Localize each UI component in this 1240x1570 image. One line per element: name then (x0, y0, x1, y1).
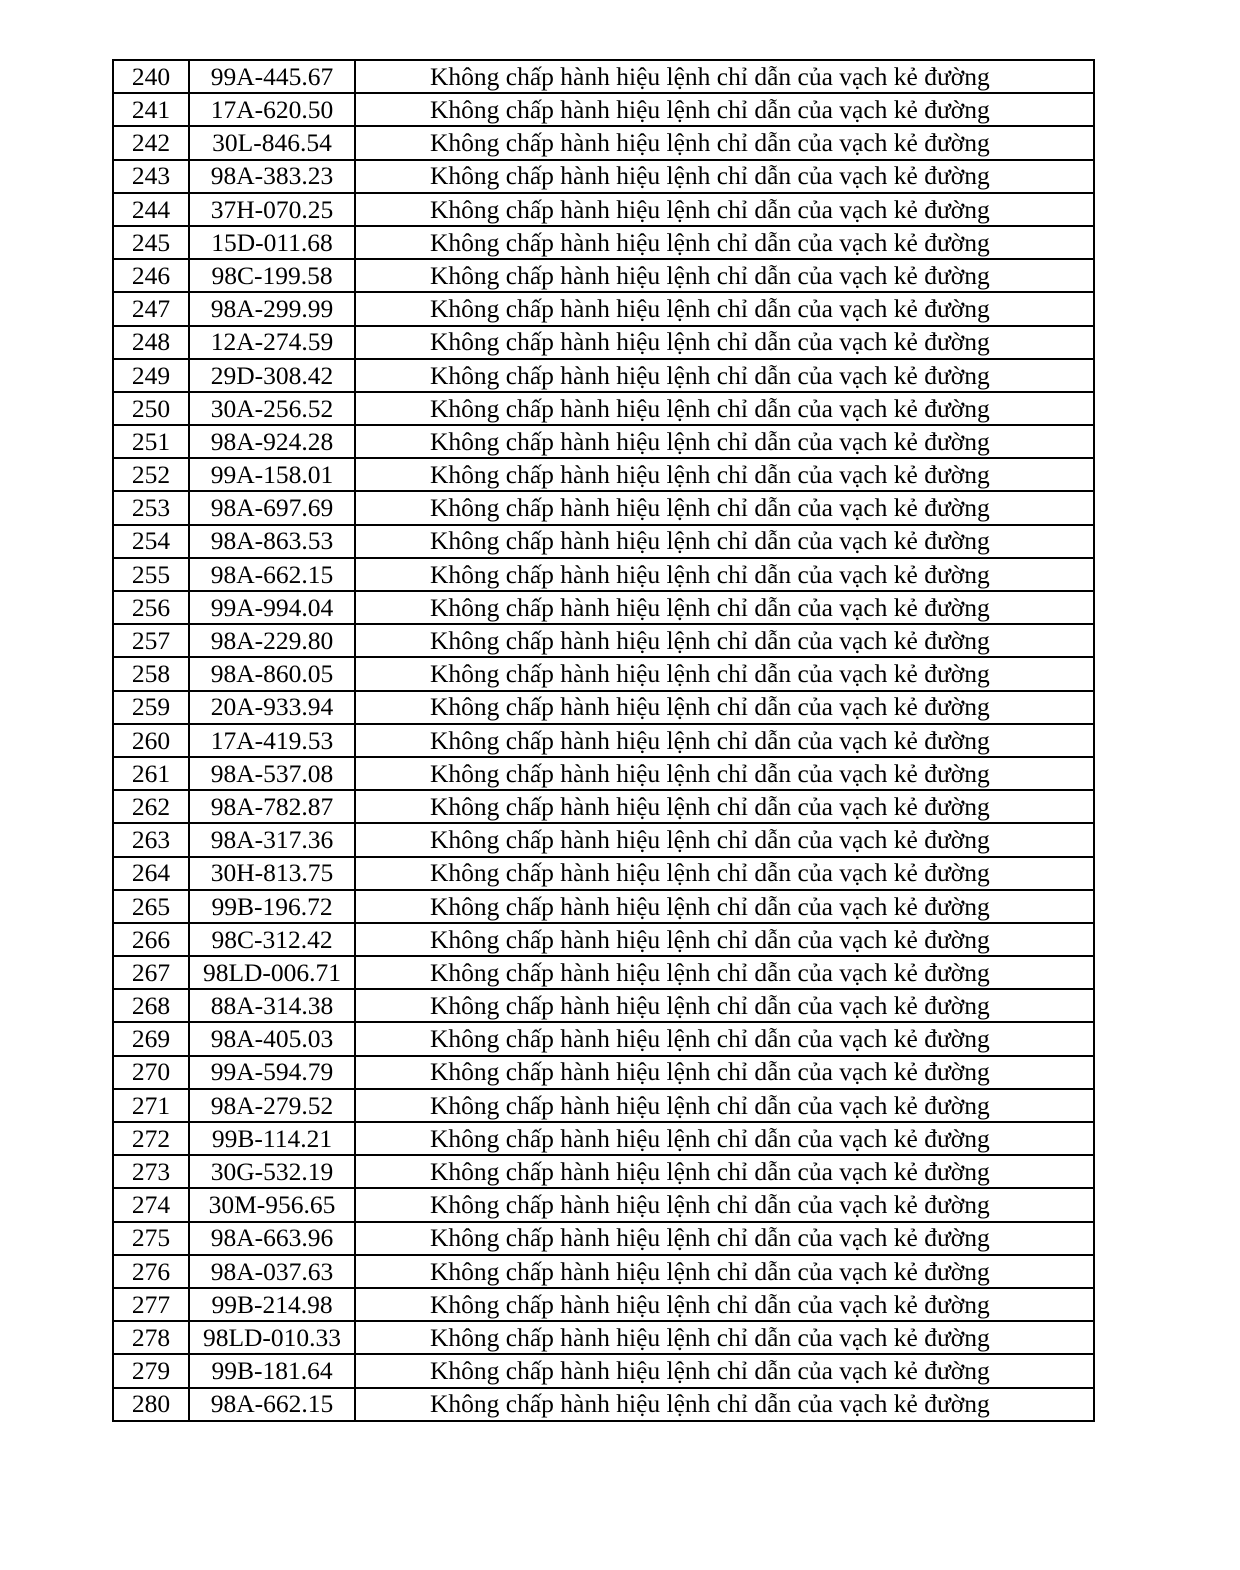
row-number-cell: 275 (113, 1222, 189, 1255)
license-plate-cell: 98A-863.53 (189, 525, 355, 558)
violations-table (112, 59, 1095, 1422)
violation-cell: Không chấp hành hiệu lệnh chỉ dẫn của vạch kẻ đường (355, 857, 1094, 890)
row-number-cell: 243 (113, 160, 189, 193)
license-plate-cell: 17A-419.53 (189, 724, 355, 757)
table-row (113, 857, 1094, 890)
license-plate-cell: 98C-199.58 (189, 259, 355, 292)
violation-cell: Không chấp hành hiệu lệnh chỉ dẫn của vạch kẻ đường (355, 989, 1094, 1022)
violation-cell: Không chấp hành hiệu lệnh chỉ dẫn của vạch kẻ đường (355, 624, 1094, 657)
violation-cell: Không chấp hành hiệu lệnh chỉ dẫn của vạch kẻ đường (355, 591, 1094, 624)
row-number-cell: 276 (113, 1255, 189, 1288)
row-number-cell: 269 (113, 1022, 189, 1055)
violation-cell: Không chấp hành hiệu lệnh chỉ dẫn của vạch kẻ đường (355, 1354, 1094, 1387)
license-plate-cell: 98A-299.99 (189, 292, 355, 325)
violation-cell: Không chấp hành hiệu lệnh chỉ dẫn của vạch kẻ đường (355, 890, 1094, 923)
table-row (113, 160, 1094, 193)
license-plate-cell: 30G-532.19 (189, 1155, 355, 1188)
license-plate-cell: 88A-314.38 (189, 989, 355, 1022)
table-row (113, 259, 1094, 292)
violation-cell: Không chấp hành hiệu lệnh chỉ dẫn của vạch kẻ đường (355, 1288, 1094, 1321)
license-plate-cell: 30H-813.75 (189, 857, 355, 890)
table-row (113, 1388, 1094, 1421)
row-number-cell: 267 (113, 956, 189, 989)
table-row (113, 193, 1094, 226)
license-plate-cell: 20A-933.94 (189, 691, 355, 724)
table-row (113, 292, 1094, 325)
row-number-cell: 245 (113, 226, 189, 259)
license-plate-cell: 98A-317.36 (189, 823, 355, 856)
violation-cell: Không chấp hành hiệu lệnh chỉ dẫn của vạch kẻ đường (355, 757, 1094, 790)
violation-cell: Không chấp hành hiệu lệnh chỉ dẫn của vạch kẻ đường (355, 691, 1094, 724)
license-plate-cell: 98A-924.28 (189, 425, 355, 458)
license-plate-cell: 99A-158.01 (189, 458, 355, 491)
license-plate-cell: 98A-037.63 (189, 1255, 355, 1288)
row-number-cell: 256 (113, 591, 189, 624)
table-row (113, 326, 1094, 359)
license-plate-cell: 98A-383.23 (189, 160, 355, 193)
row-number-cell: 278 (113, 1321, 189, 1354)
table-body (113, 60, 1094, 1421)
violation-cell: Không chấp hành hiệu lệnh chỉ dẫn của vạch kẻ đường (355, 326, 1094, 359)
violation-cell: Không chấp hành hiệu lệnh chỉ dẫn của vạch kẻ đường (355, 657, 1094, 690)
table-row (113, 624, 1094, 657)
violation-cell: Không chấp hành hiệu lệnh chỉ dẫn của vạch kẻ đường (355, 1388, 1094, 1421)
license-plate-cell: 98LD-006.71 (189, 956, 355, 989)
license-plate-cell: 99B-214.98 (189, 1288, 355, 1321)
license-plate-cell: 30A-256.52 (189, 392, 355, 425)
license-plate-cell: 98A-782.87 (189, 790, 355, 823)
table-row (113, 525, 1094, 558)
violation-cell: Không chấp hành hiệu lệnh chỉ dẫn của vạch kẻ đường (355, 458, 1094, 491)
row-number-cell: 254 (113, 525, 189, 558)
row-number-cell: 273 (113, 1155, 189, 1188)
violation-cell: Không chấp hành hiệu lệnh chỉ dẫn của vạch kẻ đường (355, 292, 1094, 325)
table-row (113, 890, 1094, 923)
row-number-cell: 247 (113, 292, 189, 325)
table-row (113, 1288, 1094, 1321)
table-row (113, 1222, 1094, 1255)
row-number-cell: 240 (113, 60, 189, 93)
violation-cell: Không chấp hành hiệu lệnh chỉ dẫn của vạch kẻ đường (355, 1155, 1094, 1188)
license-plate-cell: 98A-697.69 (189, 491, 355, 524)
row-number-cell: 272 (113, 1122, 189, 1155)
license-plate-cell: 37H-070.25 (189, 193, 355, 226)
table-row (113, 591, 1094, 624)
violation-cell: Không chấp hành hiệu lệnh chỉ dẫn của vạch kẻ đường (355, 1321, 1094, 1354)
license-plate-cell: 98C-312.42 (189, 923, 355, 956)
row-number-cell: 277 (113, 1288, 189, 1321)
row-number-cell: 252 (113, 458, 189, 491)
table-row (113, 989, 1094, 1022)
violation-cell: Không chấp hành hiệu lệnh chỉ dẫn của vạch kẻ đường (355, 425, 1094, 458)
table-row (113, 923, 1094, 956)
row-number-cell: 274 (113, 1188, 189, 1221)
license-plate-cell: 98A-662.15 (189, 1388, 355, 1421)
row-number-cell: 242 (113, 126, 189, 159)
table-row (113, 458, 1094, 491)
table-row (113, 60, 1094, 93)
table-row (113, 1022, 1094, 1055)
row-number-cell: 271 (113, 1089, 189, 1122)
violation-cell: Không chấp hành hiệu lệnh chỉ dẫn của vạch kẻ đường (355, 226, 1094, 259)
row-number-cell: 241 (113, 93, 189, 126)
license-plate-cell: 98LD-010.33 (189, 1321, 355, 1354)
violation-cell: Không chấp hành hiệu lệnh chỉ dẫn của vạch kẻ đường (355, 525, 1094, 558)
license-plate-cell: 98A-279.52 (189, 1089, 355, 1122)
violation-cell: Không chấp hành hiệu lệnh chỉ dẫn của vạch kẻ đường (355, 1022, 1094, 1055)
table-row (113, 757, 1094, 790)
table-row (113, 1056, 1094, 1089)
row-number-cell: 265 (113, 890, 189, 923)
row-number-cell: 258 (113, 657, 189, 690)
table-row (113, 1354, 1094, 1387)
violation-cell: Không chấp hành hiệu lệnh chỉ dẫn của vạch kẻ đường (355, 558, 1094, 591)
license-plate-cell: 15D-011.68 (189, 226, 355, 259)
license-plate-cell: 12A-274.59 (189, 326, 355, 359)
row-number-cell: 270 (113, 1056, 189, 1089)
violation-cell: Không chấp hành hiệu lệnh chỉ dẫn của vạch kẻ đường (355, 93, 1094, 126)
license-plate-cell: 29D-308.42 (189, 359, 355, 392)
violation-cell: Không chấp hành hiệu lệnh chỉ dẫn của vạch kẻ đường (355, 823, 1094, 856)
violation-cell: Không chấp hành hiệu lệnh chỉ dẫn của vạch kẻ đường (355, 392, 1094, 425)
violation-cell: Không chấp hành hiệu lệnh chỉ dẫn của vạch kẻ đường (355, 259, 1094, 292)
violation-cell: Không chấp hành hiệu lệnh chỉ dẫn của vạch kẻ đường (355, 1255, 1094, 1288)
table-row (113, 392, 1094, 425)
violation-cell: Không chấp hành hiệu lệnh chỉ dẫn của vạch kẻ đường (355, 1122, 1094, 1155)
violation-cell: Không chấp hành hiệu lệnh chỉ dẫn của vạch kẻ đường (355, 60, 1094, 93)
row-number-cell: 263 (113, 823, 189, 856)
table-row (113, 1089, 1094, 1122)
table-row (113, 1321, 1094, 1354)
row-number-cell: 255 (113, 558, 189, 591)
license-plate-cell: 30M-956.65 (189, 1188, 355, 1221)
license-plate-cell: 99A-594.79 (189, 1056, 355, 1089)
violation-cell: Không chấp hành hiệu lệnh chỉ dẫn của vạch kẻ đường (355, 1056, 1094, 1089)
license-plate-cell: 30L-846.54 (189, 126, 355, 159)
row-number-cell: 253 (113, 491, 189, 524)
table-row (113, 657, 1094, 690)
license-plate-cell: 98A-860.05 (189, 657, 355, 690)
violation-cell: Không chấp hành hiệu lệnh chỉ dẫn của vạch kẻ đường (355, 1188, 1094, 1221)
table-row (113, 790, 1094, 823)
table-row (113, 226, 1094, 259)
table-row (113, 1255, 1094, 1288)
table-row (113, 558, 1094, 591)
violation-cell: Không chấp hành hiệu lệnh chỉ dẫn của vạch kẻ đường (355, 126, 1094, 159)
violation-cell: Không chấp hành hiệu lệnh chỉ dẫn của vạch kẻ đường (355, 193, 1094, 226)
violation-cell: Không chấp hành hiệu lệnh chỉ dẫn của vạch kẻ đường (355, 1089, 1094, 1122)
table-row (113, 491, 1094, 524)
row-number-cell: 244 (113, 193, 189, 226)
row-number-cell: 280 (113, 1388, 189, 1421)
row-number-cell: 257 (113, 624, 189, 657)
license-plate-cell: 98A-663.96 (189, 1222, 355, 1255)
row-number-cell: 260 (113, 724, 189, 757)
row-number-cell: 248 (113, 326, 189, 359)
violation-cell: Không chấp hành hiệu lệnh chỉ dẫn của vạch kẻ đường (355, 724, 1094, 757)
license-plate-cell: 98A-662.15 (189, 558, 355, 591)
license-plate-cell: 17A-620.50 (189, 93, 355, 126)
license-plate-cell: 98A-229.80 (189, 624, 355, 657)
license-plate-cell: 98A-537.08 (189, 757, 355, 790)
violation-cell: Không chấp hành hiệu lệnh chỉ dẫn của vạch kẻ đường (355, 956, 1094, 989)
violation-cell: Không chấp hành hiệu lệnh chỉ dẫn của vạch kẻ đường (355, 491, 1094, 524)
license-plate-cell: 98A-405.03 (189, 1022, 355, 1055)
row-number-cell: 264 (113, 857, 189, 890)
row-number-cell: 266 (113, 923, 189, 956)
table-row (113, 1188, 1094, 1221)
violation-cell: Không chấp hành hiệu lệnh chỉ dẫn của vạch kẻ đường (355, 790, 1094, 823)
row-number-cell: 246 (113, 259, 189, 292)
table-row (113, 1122, 1094, 1155)
row-number-cell: 251 (113, 425, 189, 458)
table-row (113, 724, 1094, 757)
license-plate-cell: 99B-114.21 (189, 1122, 355, 1155)
table-row (113, 126, 1094, 159)
table-row (113, 93, 1094, 126)
row-number-cell: 249 (113, 359, 189, 392)
row-number-cell: 261 (113, 757, 189, 790)
row-number-cell: 262 (113, 790, 189, 823)
table-row (113, 1155, 1094, 1188)
row-number-cell: 268 (113, 989, 189, 1022)
row-number-cell: 259 (113, 691, 189, 724)
table-row (113, 425, 1094, 458)
row-number-cell: 279 (113, 1354, 189, 1387)
violation-cell: Không chấp hành hiệu lệnh chỉ dẫn của vạch kẻ đường (355, 923, 1094, 956)
table-row (113, 691, 1094, 724)
license-plate-cell: 99A-445.67 (189, 60, 355, 93)
license-plate-cell: 99B-196.72 (189, 890, 355, 923)
table-row (113, 956, 1094, 989)
license-plate-cell: 99B-181.64 (189, 1354, 355, 1387)
violation-cell: Không chấp hành hiệu lệnh chỉ dẫn của vạch kẻ đường (355, 359, 1094, 392)
table-row (113, 823, 1094, 856)
violation-cell: Không chấp hành hiệu lệnh chỉ dẫn của vạch kẻ đường (355, 160, 1094, 193)
license-plate-cell: 99A-994.04 (189, 591, 355, 624)
table-row (113, 359, 1094, 392)
row-number-cell: 250 (113, 392, 189, 425)
violation-cell: Không chấp hành hiệu lệnh chỉ dẫn của vạch kẻ đường (355, 1222, 1094, 1255)
